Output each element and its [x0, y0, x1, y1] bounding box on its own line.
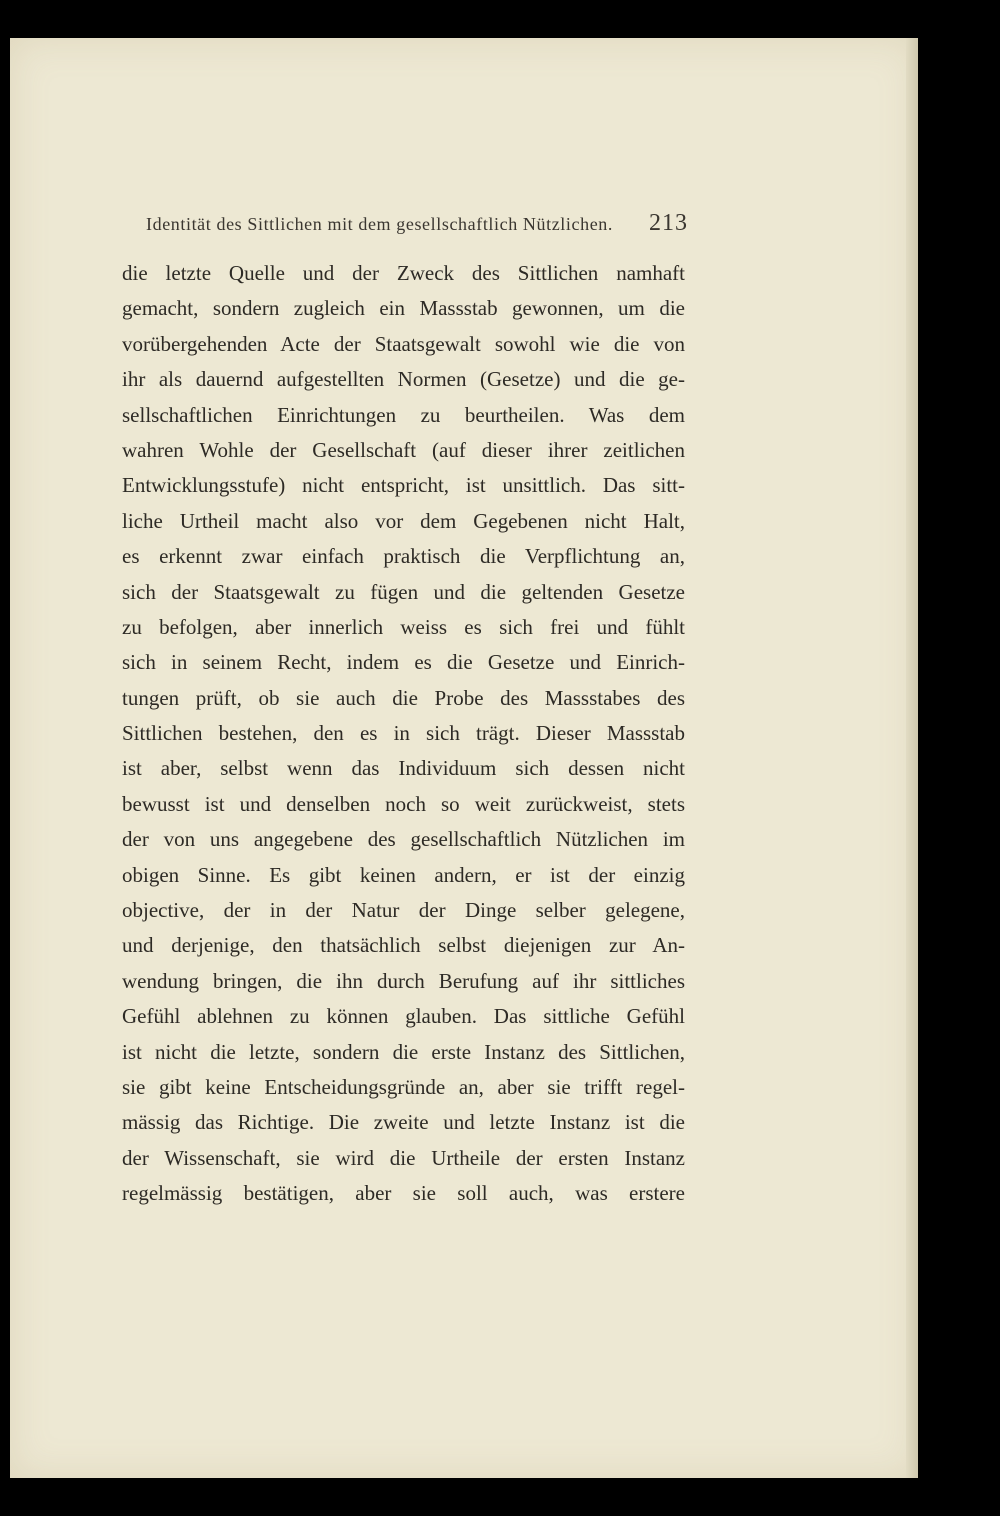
text-line: Entwicklungsstufe) nicht entspricht, ist unsittlich. Das sitt- [122, 473, 685, 498]
text-line: die letzte Quelle und der Zweck des Sittlichen namhaft [122, 261, 685, 285]
text-line: ist aber, selbst wenn das Individuum sich dessen nicht [122, 756, 685, 781]
text-line: und derjenige, den thatsächlich selbst diejenigen zur An- [122, 933, 685, 958]
body-text [122, 256, 685, 1212]
text-line: sich in seinem Recht, indem es die Gesetze und Einrich- [122, 650, 685, 675]
text-line: der Wissenschaft, sie wird die Urtheile der ersten Instanz [122, 1145, 685, 1170]
text-line: Sittlichen bestehen, den es in sich trägt. Dieser Massstab [122, 721, 685, 746]
text-line: ist nicht die letzte, sondern die erste Instanz des Sittlichen, [122, 1039, 685, 1064]
text-line: vorübergehenden Acte der Staatsgewalt sowohl wie die von [122, 331, 685, 356]
text-line: objective, der in der Natur der Dinge selber gelegene, [122, 898, 685, 923]
running-title: Identität des Sittlichen mit dem gesellschaftlich Nützlichen. [146, 214, 613, 234]
text-line: sie gibt keine Entscheidungsgründe an, aber sie trifft regel- [122, 1074, 685, 1099]
text-line: zu befolgen, aber innerlich weiss es sich frei und fühlt [122, 614, 685, 639]
text-line: obigen Sinne. Es gibt keinen andern, er ist der einzig [122, 862, 685, 887]
text-line: Gefühl ablehnen zu können glauben. Das sittliche Gefühl [122, 1004, 685, 1029]
text-line: wahren Wohle der Gesellschaft (auf dieser ihrer zeitlichen [122, 437, 685, 462]
text-line: sellschaftlichen Einrichtungen zu beurtheilen. Was dem [122, 402, 685, 427]
text-line: es erkennt zwar einfach praktisch die Verpflichtung an, [122, 544, 685, 569]
text-line: der von uns angegebene des gesellschaftlich Nützlichen im [122, 827, 685, 852]
text-line: liche Urtheil macht also vor dem Gegebenen nicht Halt, [122, 508, 685, 533]
text-line: gemacht, sondern zugleich ein Massstab gewonnen, um die [122, 296, 685, 321]
text-line: bewusst ist und denselben noch so weit zurückweist, stets [122, 791, 685, 816]
text-line: tungen prüft, ob sie auch die Probe des Massstabes des [122, 685, 685, 710]
text-line: sich der Staatsgewalt zu fügen und die geltenden Gesetze [122, 579, 685, 604]
running-head [146, 210, 706, 242]
page-number: 213 [649, 210, 688, 236]
text-line: wendung bringen, die ihn durch Berufung auf ihr sittliches [122, 968, 685, 993]
page-edge [906, 38, 918, 1478]
text-line: regelmässig bestätigen, aber sie soll auch, was erstere [122, 1181, 685, 1206]
text-line: mässig das Richtige. Die zweite und letzte Instanz ist die [122, 1110, 685, 1135]
text-line: ihr als dauernd aufgestellten Normen (Gesetze) und die ge- [122, 367, 685, 392]
